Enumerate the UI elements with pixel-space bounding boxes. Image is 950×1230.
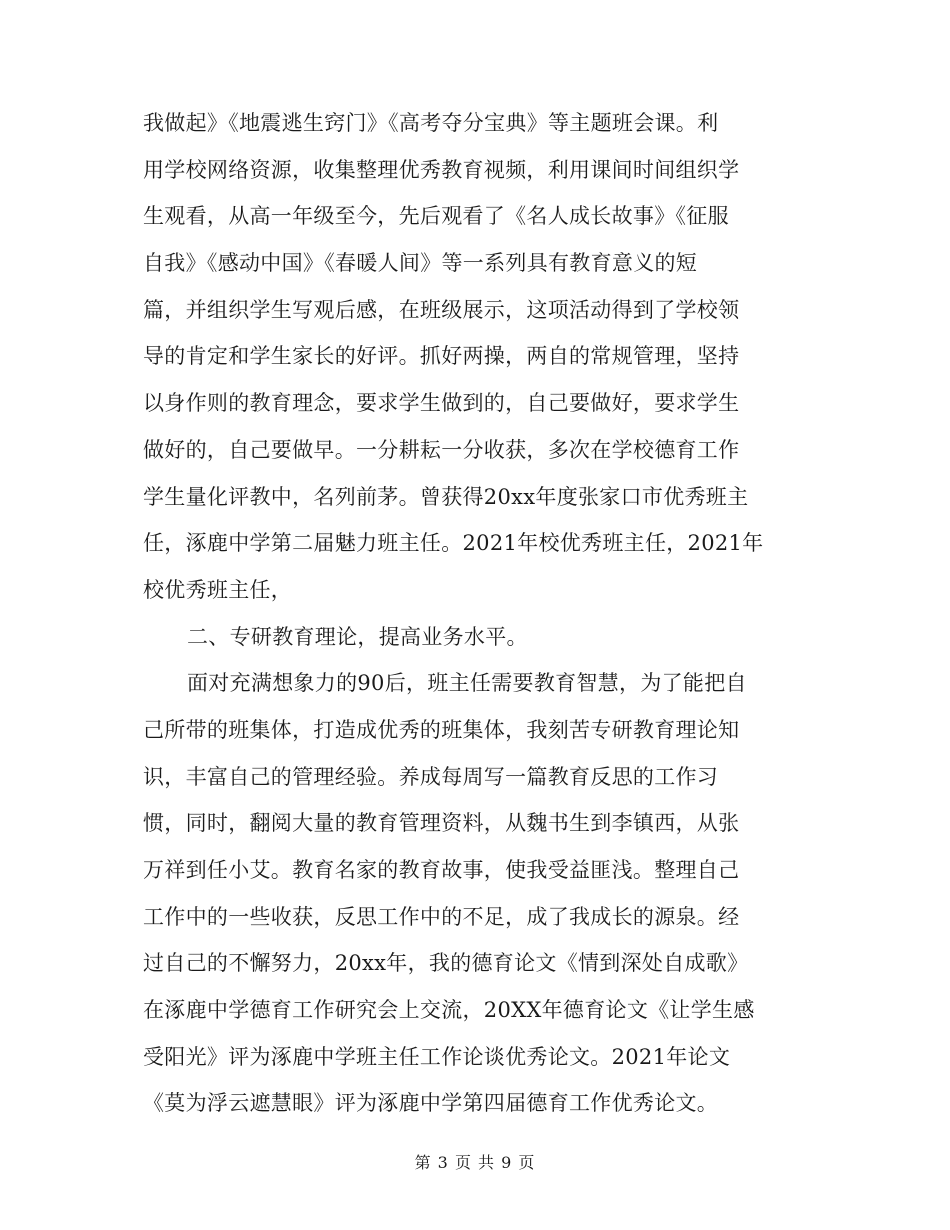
text-line: 生观看，从高一年级至今，先后观看了《名人成长故事》《征服 [143, 204, 729, 229]
text-line: 过自己的不懈努力，20xx年，我的德育论文《情到深处自成歌》 [143, 951, 749, 976]
section-heading: 二、专研教育理论，提高业务水平。 [187, 624, 528, 649]
text-line: 工作中的一些收获，反思工作中的不足，成了我成长的源泉。经 [143, 904, 740, 929]
text-line: 校优秀班主任， [143, 577, 293, 602]
text-line: 面对充满想象力的90后，班主任需要教育智慧，为了能把自 [187, 671, 747, 696]
text-line: 惯，同时，翻阅大量的教育管理资料，从魏书生到李镇西，从张 [143, 811, 740, 836]
text-line: 以身作则的教育理念，要求学生做到的，自己要做好，要求学生 [143, 391, 740, 416]
body-text [143, 100, 813, 1127]
text-line: 《莫为浮云遮慧眼》评为涿鹿中学第四届德育工作优秀论文。 [143, 1091, 719, 1116]
text-line: 任，涿鹿中学第二届魅力班主任。2021年校优秀班主任，2021年 [143, 531, 764, 556]
text-line: 篇，并组织学生写观后感，在班级展示，这项活动得到了学校领 [143, 297, 740, 322]
text-line: 做好的，自己要做早。一分耕耘一分收获，多次在学校德育工作 [143, 437, 740, 462]
text-line: 己所带的班集体，打造成优秀的班集体，我刻苦专研教育理论知 [143, 717, 740, 742]
text-line: 导的肯定和学生家长的好评。抓好两操，两自的常规管理，坚持 [143, 344, 740, 369]
text-line: 在涿鹿中学德育工作研究会上交流，20XX年德育论文《让学生感 [143, 998, 755, 1023]
text-line: 自我》《感动中国》《春暖人间》等一系列具有教育意义的短 [143, 251, 698, 276]
text-line: 受阳光》评为涿鹿中学班主任工作论谈优秀论文。2021年论文 [143, 1044, 731, 1069]
text-line: 万祥到任小艾。教育名家的教育故事，使我受益匪浅。整理自己 [143, 858, 740, 882]
text-line: 学生量化评教中，名列前茅。曾获得20xx年度张家口市优秀班主 [143, 484, 749, 509]
text-line: 用学校网络资源，收集整理优秀教育视频，利用课间时间组织学 [143, 157, 740, 182]
page-number-footer: 第 3 页 共 9 页 [414, 1153, 536, 1172]
text-line: 识，丰富自己的管理经验。养成每周写一篇教育反思的工作习 [143, 764, 719, 789]
text-line: 我做起》《地震逃生窍门》《高考夺分宝典》等主题班会课。利 [143, 111, 719, 135]
